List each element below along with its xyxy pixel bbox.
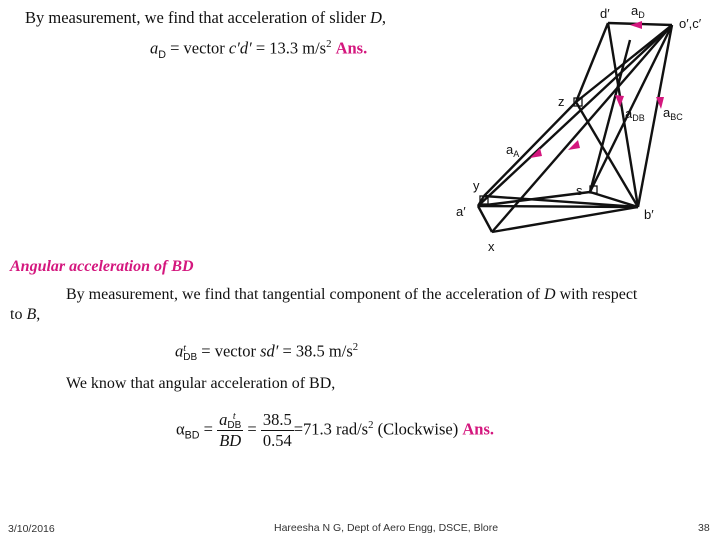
fraction2-denominator: 0.54 xyxy=(262,431,292,451)
line-ax xyxy=(478,206,492,232)
label-a-d: $a_D$ xyxy=(631,3,645,20)
arrow-ad xyxy=(630,21,642,29)
ad-answer: Ans. xyxy=(335,38,368,58)
alpha-answer: Ans. xyxy=(462,419,494,439)
intro-suffix: , xyxy=(381,8,387,27)
tan-lhs-sup: t xyxy=(183,342,187,354)
line-as xyxy=(478,192,590,206)
para3: We know that angular acceleration of BD, xyxy=(66,375,336,392)
arrow-aa xyxy=(530,148,542,158)
tan-vector-name: sd′ xyxy=(260,341,279,361)
equation-alpha xyxy=(176,410,494,451)
label-d-prime: d′ xyxy=(600,6,610,21)
equation-tangential xyxy=(175,341,358,362)
frac1-num-scripts xyxy=(227,412,241,430)
label-b-prime: b′ xyxy=(644,207,654,222)
ad-lhs: a xyxy=(150,38,159,58)
intro-text xyxy=(25,8,386,28)
intro-prefix: By measurement, we find that acceleration of slider xyxy=(25,8,370,27)
footer-page-number: 38 xyxy=(698,522,710,534)
fraction2-numerator: 38.5 xyxy=(262,410,292,430)
footer-date: 3/10/2016 xyxy=(8,523,55,535)
para2-line1 xyxy=(66,286,637,304)
line-yz xyxy=(484,102,576,196)
para2-mid: with respect xyxy=(555,286,638,303)
label-s: s xyxy=(576,183,583,198)
ad-lhs-sub: D xyxy=(158,48,166,61)
tan-lhs: a xyxy=(175,341,184,361)
tan-body-exp: 2 xyxy=(352,341,359,353)
arrow-adb xyxy=(615,95,624,107)
frac1-num-sup: t xyxy=(232,411,236,423)
footer-credit: Hareesha N G, Dept of Aero Engg, DSCE, Blore xyxy=(274,522,499,534)
alpha-fraction1 xyxy=(217,410,243,451)
fraction1-numerator xyxy=(217,410,243,431)
label-y: y xyxy=(473,178,480,193)
para2-line2-prefix: to xyxy=(10,306,27,323)
section-title: Angular acceleration of BD xyxy=(10,258,194,275)
ad-body-exp: 2 xyxy=(326,38,332,50)
label-a-bc: $a_{BC}$ xyxy=(663,105,683,122)
frac1-num-sub: DB xyxy=(227,420,242,432)
label-o-c: o′,c′ xyxy=(679,16,702,31)
tan-lhs-sub: DB xyxy=(183,351,198,363)
label-z: z xyxy=(558,94,565,109)
alpha-eq2: = xyxy=(243,419,261,439)
label-a-prime: a′ xyxy=(456,204,466,219)
para2-line2 xyxy=(10,306,40,324)
label-x: x xyxy=(488,239,495,254)
label-a-a: $a_A$ xyxy=(506,142,520,159)
alpha-eq: = xyxy=(199,419,218,439)
frac1-num-base: a xyxy=(219,410,228,429)
tan-body-prefix: = vector xyxy=(197,341,261,361)
alpha-lhs: α xyxy=(176,419,185,439)
alpha-result: =71.3 rad/s xyxy=(293,419,369,439)
para2-var-d: D xyxy=(544,286,556,303)
acceleration-diagram xyxy=(440,0,720,260)
tan-body-value: = 38.5 m/s xyxy=(278,341,353,361)
equation-ad xyxy=(150,38,367,61)
alpha-lhs-sub: BD xyxy=(184,429,200,442)
alpha-fraction2 xyxy=(261,410,294,451)
alpha-result-exp: 2 xyxy=(368,418,374,431)
para2-line2-suffix: , xyxy=(36,306,41,323)
ad-body-value: = 13.3 m/s xyxy=(251,38,327,58)
ad-body-prefix: = vector xyxy=(166,38,229,58)
line-xb xyxy=(492,207,638,232)
para2-prefix: By measurement, we find that tangential component of the acceleration of xyxy=(66,286,545,303)
tan-lhs-scripts xyxy=(183,344,197,362)
label-a-db: $a_{DB}$ xyxy=(625,106,645,123)
fraction1-denominator: BD xyxy=(219,431,242,451)
slider-var: D xyxy=(370,8,382,27)
diagram-lines xyxy=(478,23,672,232)
para2-var-b: B xyxy=(26,306,37,323)
ad-vector-name: c′d′ xyxy=(228,38,252,58)
alpha-note: (Clockwise) xyxy=(373,419,463,439)
